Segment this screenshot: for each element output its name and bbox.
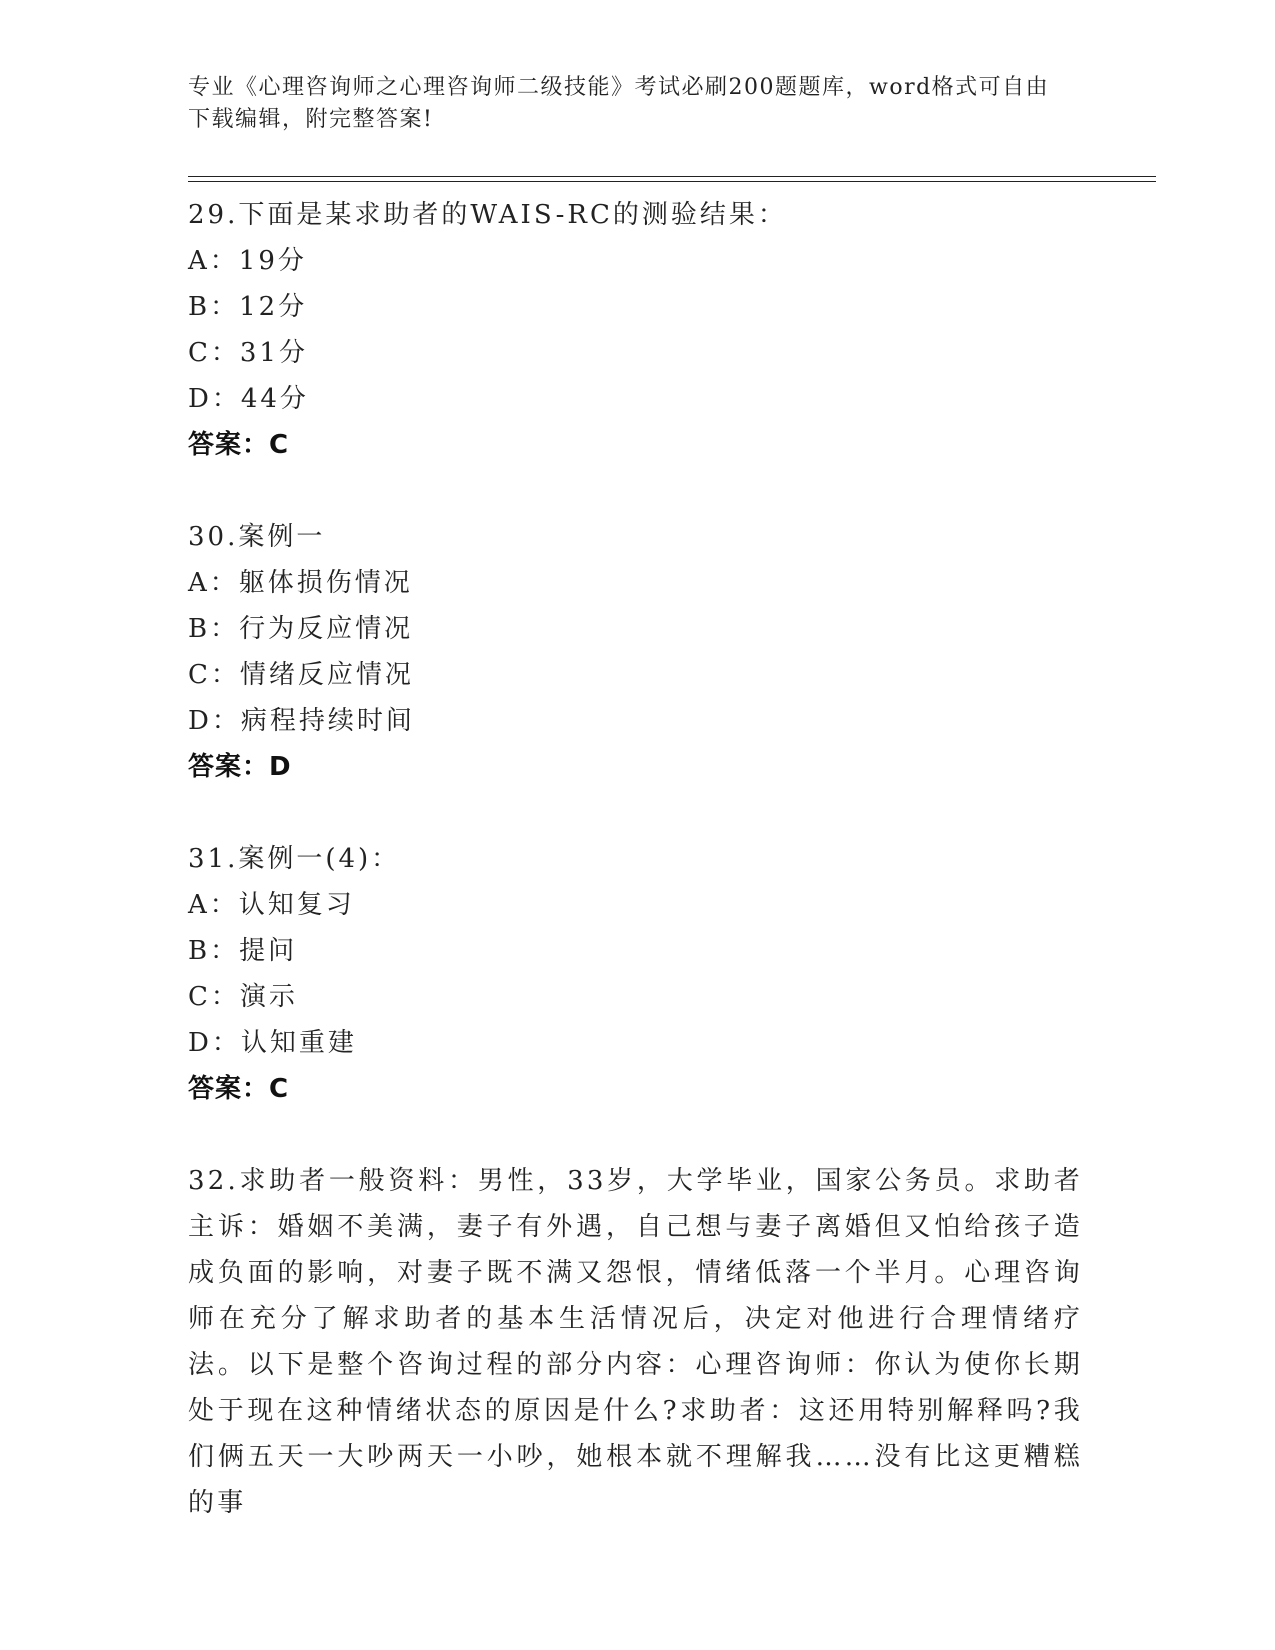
option-a: A：认知复习 [188, 890, 355, 920]
option-a: A：19分 [188, 246, 307, 276]
answer: 答案：C [188, 430, 290, 460]
option-d: D：认知重建 [188, 1028, 357, 1058]
question-title: 30.案例一 [188, 522, 326, 552]
document-header: 专业《心理咨询师之心理咨询师二级技能》考试必刷200题题库，word格式可自由下载编辑，附完整答案! [188, 75, 1050, 132]
question-32 [188, 1158, 1088, 1526]
question-29 [188, 192, 1088, 468]
question-30 [188, 514, 1088, 790]
option-b: B：12分 [188, 292, 308, 322]
option-c: C：31分 [188, 338, 308, 368]
header-divider-bottom [188, 181, 1156, 182]
answer: 答案：D [188, 752, 292, 782]
header-divider-top [188, 176, 1156, 177]
question-title: 29.下面是某求助者的WAIS-RC的测验结果： [188, 200, 787, 230]
question-title: 32.求助者一般资料：男性，33岁，大学毕业，国家公务员。求助者主诉：婚姻不美满，妻子有外遇，自己想与妻子离婚但又怕给孩子造成负面的影响，对妻子既不满又怨恨，情绪低落一个半月。心理咨询师在充分了解求助者的基本生活情况后，决定对他进行合理情绪疗法。以下是整个咨询过程的部分内容：心理咨询师：你认为使你长期处于现在这种情绪状态的原因是什么?求助者：这还用特别解释吗?我们俩五天一大吵两天一小吵，她根本就不理解我……没有比这更糟糕的事 [188, 1166, 1083, 1518]
option-c: C：情绪反应情况 [188, 660, 414, 690]
question-31 [188, 836, 1088, 1112]
option-d: D：病程持续时间 [188, 706, 415, 736]
question-title: 31.案例一(4)： [188, 844, 401, 874]
option-b: B：提问 [188, 936, 298, 966]
option-b: B：行为反应情况 [188, 614, 414, 644]
answer: 答案：C [188, 1074, 290, 1104]
option-d: D：44分 [188, 384, 309, 414]
option-c: C：演示 [188, 982, 298, 1012]
question-list [188, 192, 1088, 1572]
option-a: A：躯体损伤情况 [188, 568, 413, 598]
